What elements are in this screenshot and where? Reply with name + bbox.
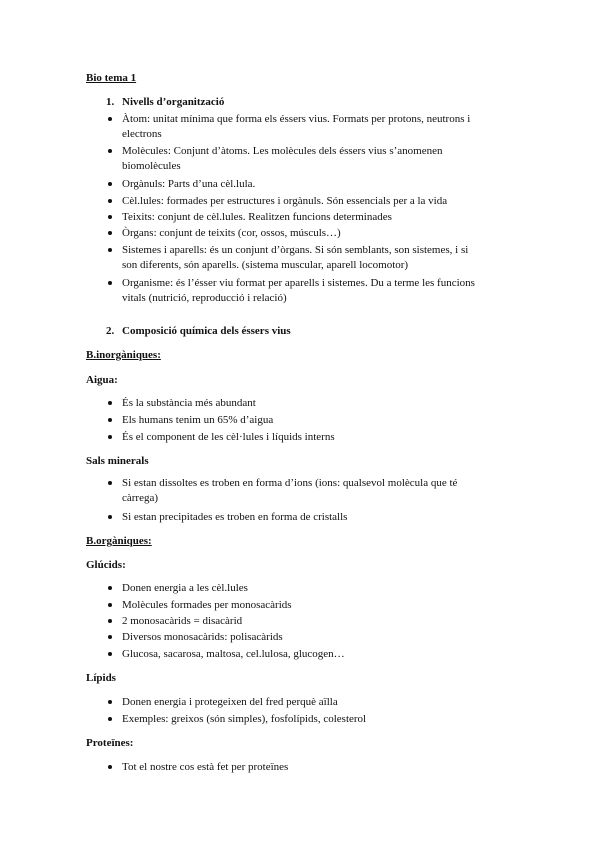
subsection-heading: B.orgàniques: [86,535,152,547]
bullet-icon [108,248,112,252]
section-number: 1. [106,96,115,108]
list-item-continuation: electrons [122,128,162,140]
list-item-continuation: biomolècules [122,160,181,172]
list-item: És la substància més abundant [122,397,256,409]
bullet-icon [108,418,112,422]
bullet-icon [108,401,112,405]
list-item: Donen energia i protegeixen del fred perquè aïlla [122,696,338,708]
bullet-icon [108,199,112,203]
list-item: És el component de les cèl·lules i líquids interns [122,431,335,443]
bullet-icon [108,281,112,285]
list-item: Glucosa, sacarosa, maltosa, cel.lulosa, glucogen… [122,648,345,660]
bullet-icon [108,215,112,219]
bullet-icon [108,435,112,439]
topic-heading: Glúcids: [86,559,126,571]
list-item: Diversos monosacàrids: polisacàrids [122,631,283,643]
topic-heading: Proteïnes: [86,737,134,749]
subsection-heading: B.inorgàniques: [86,349,161,361]
bullet-icon [108,635,112,639]
bullet-icon [108,652,112,656]
list-item: Tot el nostre cos està fet per proteïnes [122,761,289,773]
list-item: 2 monosacàrids = disacàrid [122,615,243,627]
document-title: Bio tema 1 [86,72,137,84]
list-item-continuation: son diferents, són aparells. (sistema muscular, aparell locomotor) [122,259,409,271]
section-heading: Nivells d’organització [122,96,225,108]
list-item: Teixits: conjunt de cèl.lules. Realitzen funcions determinades [122,211,392,223]
list-item: Exemples: greixos (són simples), fosfolípids, colesterol [122,713,367,725]
list-item: Àtom: unitat mínima que forma els éssers vius. Formats per protons, neutrons i [122,113,471,125]
bullet-icon [108,117,112,121]
list-item: Si estan dissoltes es troben en forma d’ions (ions: qualsevol molècula que té [122,477,458,489]
list-item: Cèl.lules: formades per estructures i orgànuls. Són essencials per a la vida [122,195,448,207]
section-number: 2. [106,325,115,337]
list-item: Òrgans: conjunt de teixits (cor, ossos, músculs…) [122,227,341,239]
bullet-icon [108,149,112,153]
list-item-continuation: vitals (nutrició, reproducció i relació) [122,292,287,304]
bullet-icon [108,515,112,519]
bullet-icon [108,619,112,623]
bullet-icon [108,765,112,769]
bullet-icon [108,481,112,485]
list-item: Orgànuls: Parts d’una cèl.lula. [122,178,256,190]
bullet-icon [108,603,112,607]
list-item: Donen energia a les cèl.lules [122,582,248,594]
topic-heading: Lípids [86,672,116,684]
topic-heading: Aigua: [86,374,118,386]
bullet-icon [108,182,112,186]
bullet-icon [108,717,112,721]
topic-heading: Sals minerals [86,455,149,467]
list-item: Sistemes i aparells: és un conjunt d’òrgans. Si són semblants, son sistemes, i si [122,244,469,256]
list-item: Organisme: és l’ésser viu format per aparells i sistemes. Du a terme les funcions [122,277,475,289]
bullet-icon [108,231,112,235]
list-item-continuation: càrrega) [122,492,159,504]
list-item: Si estan precipitades es troben en forma de cristalls [122,511,348,523]
list-item: Els humans tenim un 65% d’aigua [122,414,274,426]
bullet-icon [108,586,112,590]
list-item: Molècules formades per monosacàrids [122,599,292,611]
bullet-icon [108,700,112,704]
list-item: Molècules: Conjunt d’àtoms. Les molècules dels éssers vius s’anomenen [122,145,443,157]
section-heading: Composició química dels éssers vius [122,325,291,337]
